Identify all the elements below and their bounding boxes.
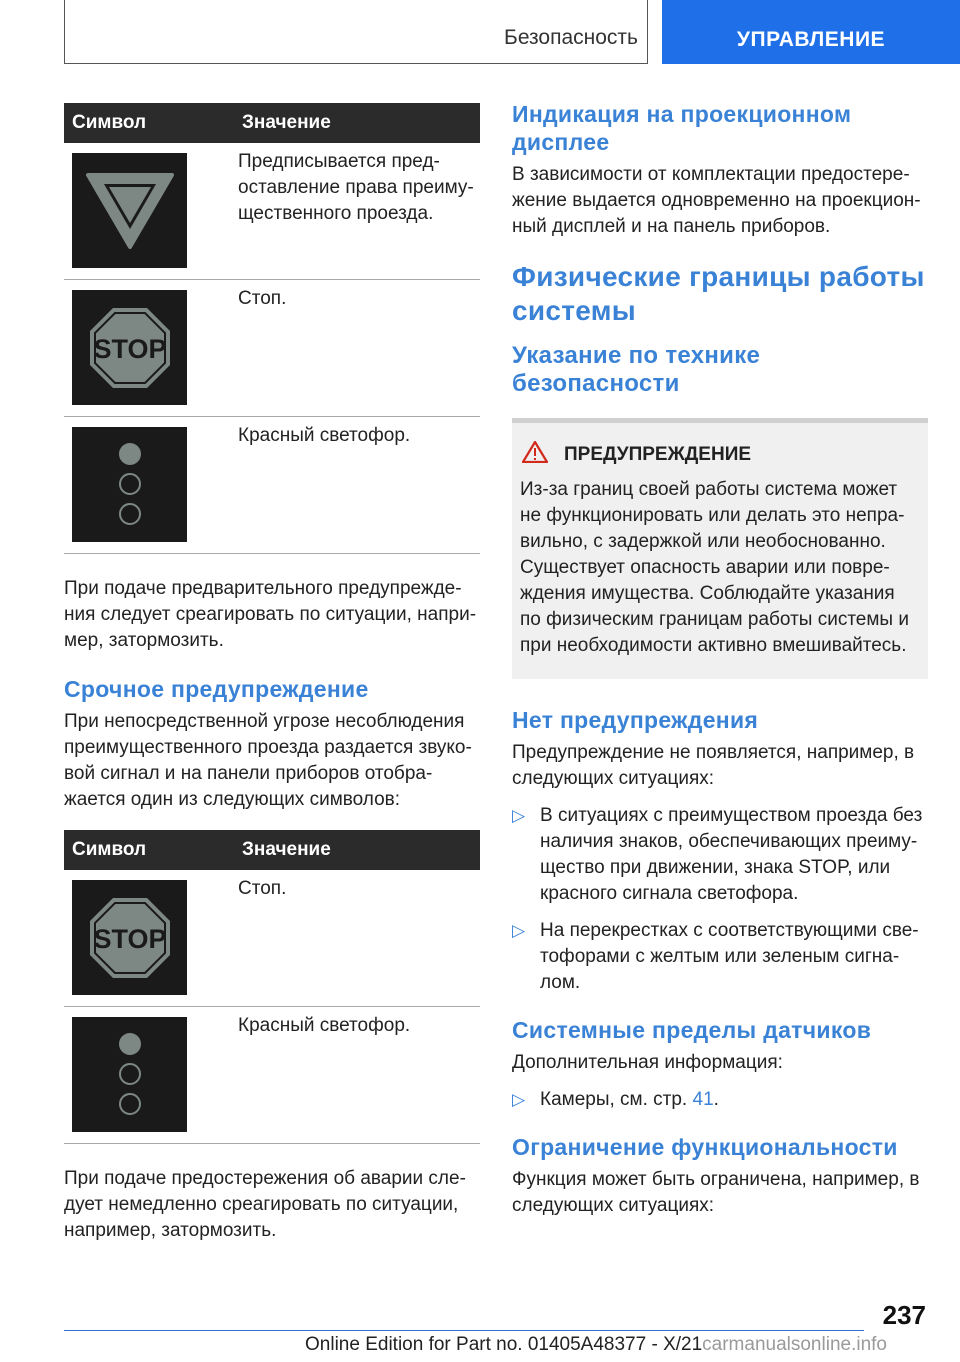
footer-edition: Online Edition for Part no. 01405A48377 - X/21carmanualsonline.info	[305, 1334, 887, 1355]
table-row	[64, 1007, 480, 1144]
red-traffic-light-icon	[72, 1017, 187, 1132]
paragraph-prewarning: При подаче предварительного предупрежде-ния следует среагировать по ситуации, напри-мер, затормозить.	[64, 578, 477, 651]
right-column	[512, 100, 928, 1219]
no-warning-list	[512, 803, 928, 996]
table-row	[64, 280, 480, 417]
section-title: Безопасность	[504, 26, 638, 49]
stop-sign-icon	[72, 290, 187, 405]
bullet-marker: ▷	[512, 806, 526, 825]
watermark: carmanualsonline.info	[702, 1334, 887, 1355]
paragraph-sensor: Дополнительная информация:	[512, 1052, 783, 1073]
left-column	[64, 103, 480, 1244]
paragraph-collision: При подаче предостережения об аварии сле-дует немедленно среагировать по ситуации, например, затормозить.	[64, 1168, 466, 1241]
table-row	[64, 417, 480, 554]
svg-text:STOP: STOP	[92, 923, 167, 954]
sensor-list	[512, 1087, 928, 1113]
table-header-symbol: Символ	[64, 103, 232, 143]
table-cell-meaning: Красный светофор.	[232, 1007, 480, 1144]
heading-no-warning: Нет предупреждения	[512, 707, 759, 733]
warning-box	[512, 418, 928, 679]
stop-sign-icon	[72, 880, 187, 995]
table-cell-meaning: Стоп.	[232, 280, 480, 417]
yield-sign-icon	[72, 153, 187, 268]
footer-divider	[64, 1330, 864, 1331]
symbol-table-2	[64, 830, 480, 1144]
chapter-tab[interactable]: УПРАВЛЕНИЕ	[662, 0, 960, 64]
page-reference-link[interactable]: 41	[692, 1089, 714, 1110]
table-cell-meaning: Предписывается пред-оставление права преиму-щественного проезда.	[232, 143, 480, 280]
warning-text: Из-за границ своей работы система может не функционировать или делать это непра-вильно, с задержкой или необоснованно. Существует опасность аварии или повре-ждения имущества. Соблюдайте указания по физическим границам работы системы и при необходимости активно вмешивайтесь.	[520, 479, 909, 656]
table-cell-meaning: Стоп.	[232, 870, 480, 1007]
symbol-table-1	[64, 103, 480, 554]
heading-sensor-limits: Системные пределы датчиков	[512, 1017, 872, 1043]
page-number: 237	[882, 1300, 926, 1330]
paragraph-urgent: При непосредственной угрозе несоблюдения преимущественного проезда раздается звуко-вой сигнал и на панели приборов отобра-жается один из следующих символов:	[64, 711, 472, 810]
bullet-marker: ▷	[512, 921, 526, 940]
paragraph-no-warning: Предупреждение не появляется, например, в следующих ситуациях:	[512, 742, 915, 789]
table-row	[64, 143, 480, 280]
table-header-meaning: Значение	[232, 830, 480, 870]
heading-functional-limits: Ограничение функциональности	[512, 1134, 898, 1160]
heading-safety-note: Указание по технике безопасности	[512, 342, 761, 397]
list-item: ▷ В ситуациях с преимуществом проезда без наличия знаков, обеспечивающих преиму-щество при движении, знака STOP, или красного сигнала светофора.	[512, 805, 923, 904]
red-traffic-light-icon	[72, 427, 187, 542]
heading-physical-limits: Физические границы работы системы	[512, 261, 925, 326]
paragraph-projection: В зависимости от комплектации предостере-жение выдается одновременно на проекцион-ный дисплей и на панель приборов.	[512, 164, 921, 237]
list-item: ▷ На перекрестках с соответствующими све-тофорами с желтым или зеленым сигна-лом.	[512, 920, 919, 993]
warning-triangle-icon	[520, 441, 564, 469]
table-cell-meaning: Красный светофор.	[232, 417, 480, 554]
table-row	[64, 870, 480, 1007]
list-item: ▷ Камеры, см. стр. 41.	[512, 1087, 928, 1113]
paragraph-functional: Функция может быть ограничена, например, в следующих ситуациях:	[512, 1169, 920, 1216]
heading-urgent-warning: Срочное предупреждение	[64, 676, 369, 702]
table-header-symbol: Символ	[64, 830, 232, 870]
table-header-meaning: Значение	[232, 103, 480, 143]
svg-text:STOP: STOP	[92, 333, 167, 364]
warning-title: ПРЕДУПРЕЖДЕНИЕ	[564, 444, 752, 465]
bullet-marker: ▷	[512, 1090, 526, 1109]
heading-projection-display: Индикация на проекционном дисплее	[512, 101, 852, 155]
